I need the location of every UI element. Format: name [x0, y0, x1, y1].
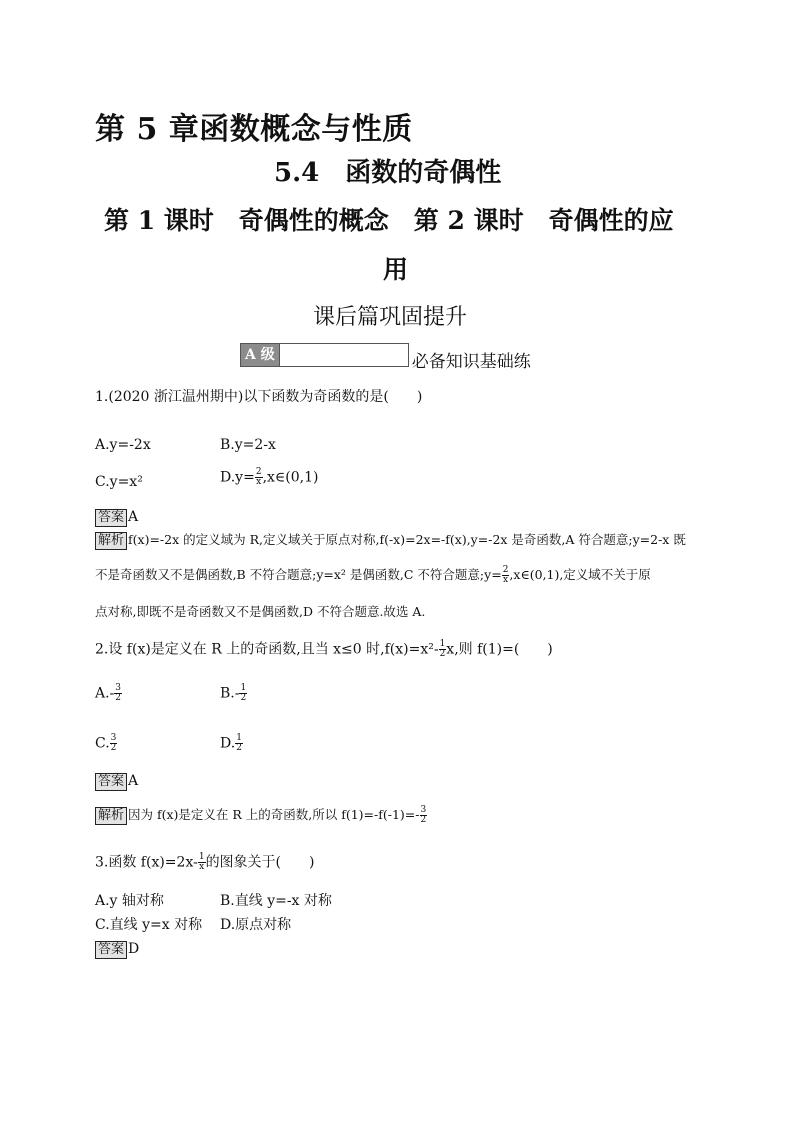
q1-option-c: C.y=x²: [95, 474, 143, 490]
q1-analysis-line3: 点对称,即既不是奇函数又不是偶函数,D 不符合题意.故选 A.: [95, 604, 426, 619]
practice-title: 课后篇巩固提升: [313, 305, 468, 330]
answer-tag: 答案: [95, 509, 127, 527]
q1-stem: 1.(2020 浙江温州期中)以下函数为奇函数的是( ): [95, 389, 423, 405]
q1-analysis-line1: 解析 f(x)=-2x 的定义域为 R,定义域关于原点对称,f(-x)=2x=-f(x),y=-2x 是奇函数,A 符合题意;y=2-x 既: [95, 532, 686, 550]
section-title: 5.4 函数的奇偶性: [274, 158, 502, 188]
fraction: $\frac{2}{x}$: [255, 467, 262, 487]
q3-option-a: A.y 轴对称: [95, 893, 164, 909]
q1-option-d: D.y= $\frac{2}{x}$ ,x∈(0,1): [220, 467, 319, 487]
q3-option-c: C.直线 y=x 对称: [95, 917, 203, 933]
q3-answer: [95, 940, 139, 959]
level-blank-box: [280, 343, 409, 367]
answer-tag: 答案: [95, 941, 127, 959]
fraction: $\frac{1}{x}$: [198, 852, 205, 872]
q3-option-d: D.原点对称: [220, 917, 292, 933]
q1-option-a: A.y=-2x: [95, 437, 151, 453]
q2-option-b: B.- $\frac{1}{2}$: [220, 683, 247, 703]
q3-option-b: B.直线 y=-x 对称: [220, 893, 332, 909]
fraction: $\frac{1}{2}$: [439, 639, 446, 659]
fraction: $\frac{1}{2}$: [236, 733, 242, 753]
chapter-title: 第 5 章函数概念与性质: [95, 112, 413, 147]
fraction: $\frac{3}{2}$: [115, 683, 122, 703]
q1-analysis-line2: 不是奇函数又不是偶函数,B 不符合题意;y=x² 是偶函数,C 不符合题意;y= $\frac{2}{x}$ ,x∈(0,1),定义域不关于原: [95, 565, 651, 585]
q2-option-d: D. $\frac{1}{2}$: [220, 733, 242, 753]
fraction: $\frac{3}{2}$: [420, 805, 427, 825]
level-badge: A 级: [240, 343, 280, 367]
q1-answer: [95, 508, 138, 527]
q1-option-b: B.y=2-x: [220, 437, 276, 453]
analysis-tag: 解析: [95, 532, 127, 550]
answer-tag: 答案: [95, 773, 127, 791]
fraction: $\frac{3}{2}$: [110, 733, 117, 753]
q2-stem: 2.设 f(x)是定义在 R 上的奇函数,且当 x≤0 时,f(x)=x²- $\frac{1}{2}$ x,则 f(1)=( ): [95, 639, 553, 659]
q2-answer: [95, 772, 138, 791]
level-header: [240, 343, 531, 372]
q3-answer-value: D: [128, 941, 140, 957]
q3-stem: 3.函数 f(x)=2x- $\frac{1}{x}$ 的图象关于( ): [95, 852, 315, 872]
q2-analysis: 解析 因为 f(x)是定义在 R 上的奇函数,所以 f(1)=-f(-1)=- $\frac{3}{2}$: [95, 806, 427, 825]
lesson-title-line2: 用: [383, 255, 409, 284]
q1-answer-value: A: [128, 509, 139, 525]
analysis-tag: 解析: [95, 807, 127, 825]
q2-answer-value: A: [128, 773, 139, 789]
fraction: $\frac{1}{2}$: [240, 683, 247, 703]
lesson-title-line1: 第 1 课时 奇偶性的概念 第 2 课时 奇偶性的应: [104, 206, 674, 235]
level-label: 必备知识基础练: [411, 352, 531, 372]
q2-option-a: A.- $\frac{3}{2}$: [95, 683, 122, 703]
q2-option-c: C. $\frac{3}{2}$: [95, 733, 117, 753]
fraction: $\frac{2}{x}$: [502, 565, 509, 585]
